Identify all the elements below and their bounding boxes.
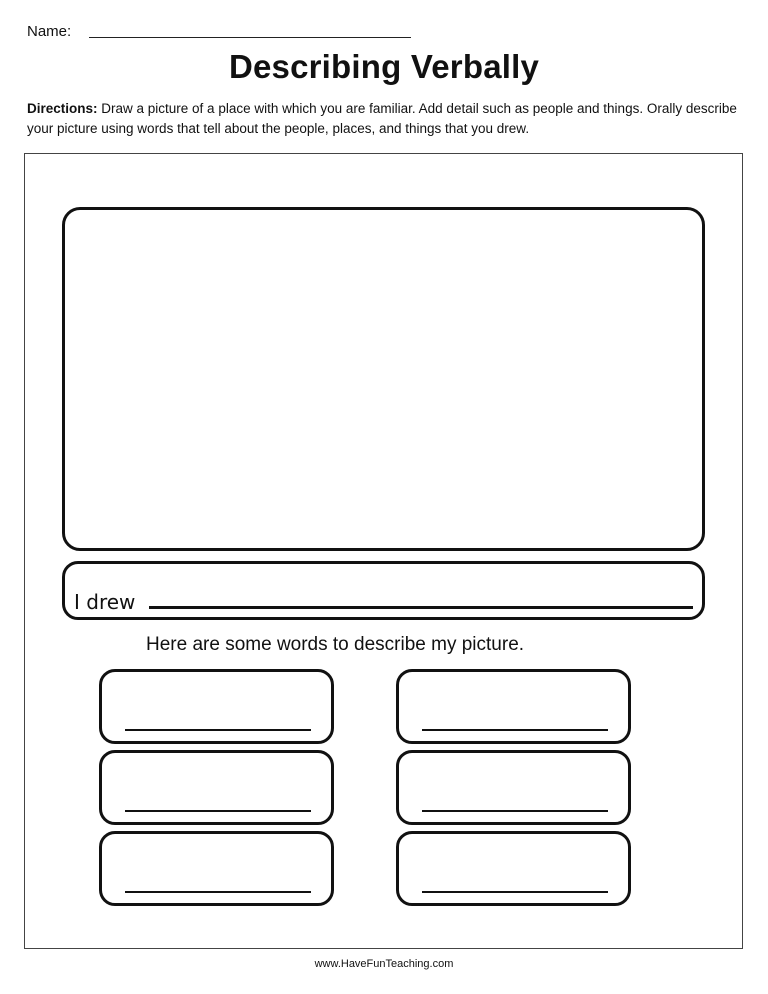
word-box-4[interactable] [396,750,631,825]
i-drew-label: I drew [74,590,136,614]
word-box-5[interactable] [99,831,334,906]
word-line [422,729,608,731]
page-title: Describing Verbally [228,48,540,85]
word-line [422,891,608,893]
words-heading: Here are some words to describe my picture. [146,634,525,655]
directions-text: Draw a picture of a place with which you are familiar. Add detail such as people and things. Orally describe your picture using words that tell about the people, places, and things that you drew. [27,101,737,136]
name-row [27,22,387,42]
i-drew-answer-line[interactable] [149,606,693,609]
name-field[interactable] [89,37,411,38]
word-line [125,729,311,731]
word-box-2[interactable] [396,669,631,744]
word-line [125,810,311,812]
word-line [422,810,608,812]
i-drew-box [62,561,705,620]
name-label: Name: [27,23,72,40]
directions [27,99,747,139]
directions-label: Directions: [27,101,98,116]
word-line [125,891,311,893]
word-box-6[interactable] [396,831,631,906]
word-box-3[interactable] [99,750,334,825]
word-box-1[interactable] [99,669,334,744]
footer-website: www.HaveFunTeaching.com [314,958,454,970]
drawing-box[interactable] [62,207,705,551]
